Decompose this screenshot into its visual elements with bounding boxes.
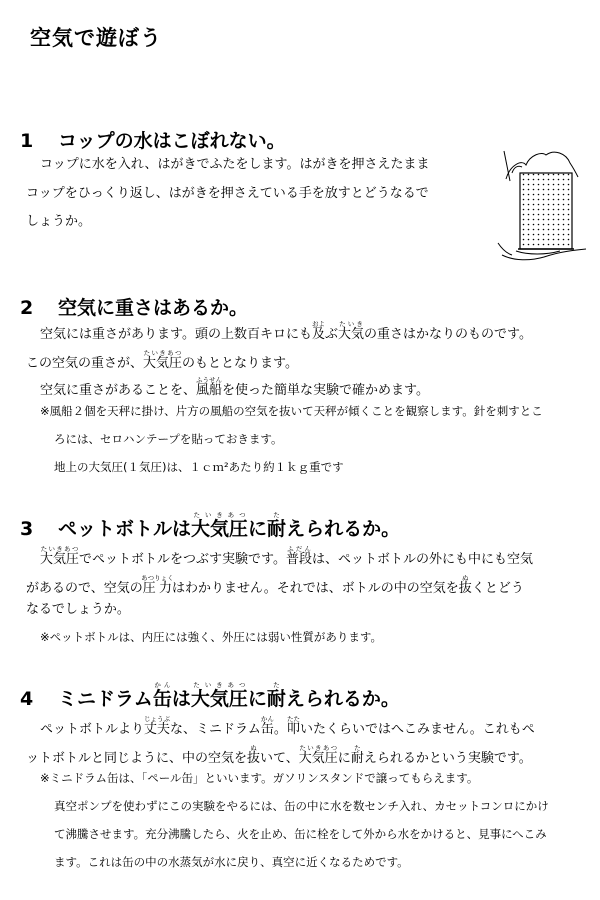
section-4-note-4: ます。これは缶の中の水蒸気が水に戻り、真空に近くなるためです。	[54, 855, 409, 869]
section-1-heading	[20, 126, 286, 153]
section-1-line-2: コップをひっくり返し、はがきを押さえている手を放すとどうなるで	[26, 186, 429, 201]
section-3-note-1: ※ペットボトルは、内圧には強く、外圧には弱い性質があります。	[40, 630, 382, 644]
section-1-line-3: しょうか。	[26, 214, 92, 229]
section-3-line-3: なるでしょうか。	[26, 602, 130, 617]
section-4-note-2: 真空ポンプを使わずにこの実験をやるには、缶の中に水を数センチ入れ、カセットコンロにかけ	[54, 799, 549, 813]
section-1-line-1: コップに水を入れ、はがきでふたをします。はがきを押さえたまま	[40, 157, 430, 172]
section-2-note-3: 地上の大気圧(１気圧)は、１ｃｍ²あたり約１ｋｇ重です	[54, 460, 344, 474]
section-4-line-2: ットボトルと同じように、中の空気を抜ぬいて、大気圧たいきあつに耐たえられるかという実験です。	[26, 744, 532, 766]
page-title: 空気で遊ぼう	[30, 26, 162, 50]
section-4-line-1: ペットボトルより丈夫じょうぶな、ミニドラム缶かん。叩たたいたくらいではへこみません。これもペ	[40, 715, 535, 737]
section-2-heading	[20, 293, 248, 320]
section-2-line-2: この空気の重さが、大気圧たいきあつのもととなります。	[26, 349, 298, 371]
section-number: 4	[20, 688, 34, 710]
section-2-note-2: ろには、セロハンテープを貼っておきます。	[54, 432, 283, 446]
section-3-line-2: があるので、空気の圧力あつりょくはわかりません。それでは、ボトルの中の空気を抜ぬくとどう	[26, 574, 524, 596]
heading-text: 空気に重さはあるか。	[58, 297, 249, 319]
section-4-heading: 4 ミニドラム缶かんは大気圧たいきあつに耐たえられるか。	[20, 681, 400, 710]
heading-text: コップの水はこぼれない。	[58, 130, 286, 152]
section-2-note-1: ※風船２個を天秤に掛け、片方の風船の空気を抜いて天秤が傾くことを観察します。針を刺すとこ	[40, 404, 543, 418]
section-number: 3	[20, 518, 34, 540]
section-2-line-1: 空気には重さがあります。頭の上数百キロにも及およぶ大気たいきの重さはかなりのものです。	[40, 320, 532, 342]
section-4-note-3: て沸騰させます。充分沸騰したら、火を止め、缶に栓をして外から水をかけると、見事にへこみ	[54, 827, 547, 841]
cup-illustration	[496, 137, 592, 265]
section-2-line-3: 空気に重さがあることを、風船ふうせんを使った簡単な実験で確かめます。	[40, 376, 429, 398]
section-number: 1	[20, 130, 34, 152]
section-3-heading: 3 ペットボトルは大気圧たいきあつに耐たえられるか。	[20, 511, 401, 540]
section-4-note-1: ※ミニドラム缶は、「ペール缶」といいます。ガソリンスタンドで譲ってもらえます。	[40, 771, 479, 785]
section-number: 2	[20, 297, 34, 319]
section-3-line-1: 大気圧たいきあつでペットボトルをつぶす実験です。普段ふだんは、ペットボトルの外にも中にも空気	[40, 545, 534, 567]
